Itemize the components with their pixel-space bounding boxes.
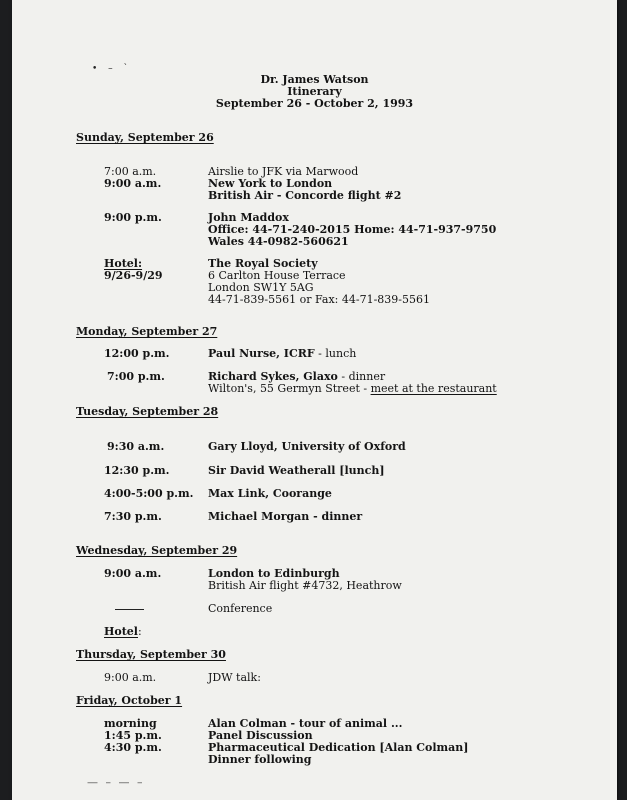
day-heading-monday: Monday, September 27: [76, 325, 218, 338]
entry-text: [208, 383, 497, 395]
day-heading-friday: Friday, October 1: [76, 694, 183, 707]
hotel-label-text: Hotel: [104, 625, 138, 638]
hotel-label: [104, 626, 142, 638]
document-page: [12, 0, 617, 800]
hotel-phone: 44-71-839-5561 or Fax: 44-71-839-5561: [208, 293, 430, 306]
cut-off-text-fragment: — – — –: [87, 776, 145, 789]
entry-text: John Maddox: [208, 211, 289, 224]
hotel-name: The Royal Society: [208, 257, 318, 270]
hotel-address: 6 Carlton House Terrace: [208, 269, 346, 282]
day-heading-thursday: Thursday, September 30: [76, 648, 226, 661]
entry-person: Richard Sykes, Glaxo: [208, 370, 338, 383]
entry-text: British Air - Concorde flight #2: [208, 189, 402, 202]
entry-time: 12:30 p.m.: [104, 464, 170, 477]
entry-text: [208, 348, 356, 360]
document-dates: September 26 - October 2, 1993: [215, 97, 414, 110]
entry-time: 7:00 a.m.: [104, 165, 157, 178]
entry-text: London to Edinburgh: [208, 567, 340, 580]
entry-text: JDW talk:: [208, 671, 261, 684]
entry-text: Michael Morgan - dinner: [208, 510, 363, 523]
entry-text: Max Link, Coorange: [208, 487, 332, 500]
entry-text: Alan Colman - tour of animal ...: [208, 717, 403, 730]
entry-time: 12:00 p.m.: [104, 347, 170, 360]
entry-text: New York to London: [208, 177, 333, 190]
entry-text: Conference: [208, 602, 273, 615]
entry-time: 7:00 p.m.: [107, 370, 165, 383]
entry-text: Gary Lloyd, University of Oxford: [208, 440, 406, 453]
entry-note: - dinner: [337, 370, 386, 383]
entry-text: Airslie to JFK via Marwood: [208, 165, 359, 178]
entry-time: 1:45 p.m.: [104, 729, 162, 742]
entry-time: 9:00 a.m.: [104, 177, 162, 190]
document-author: Dr. James Watson: [260, 73, 369, 86]
entry-text: Sir David Weatherall [lunch]: [208, 464, 385, 477]
entry-time: 7:30 p.m.: [104, 510, 162, 523]
entry-text: British Air flight #4732, Heathrow: [208, 579, 402, 592]
entry-time: 9:00 a.m.: [104, 567, 162, 580]
stray-marks: • – `: [92, 64, 133, 74]
entry-text: Office: 44-71-240-2015 Home: 44-71-937-9750: [208, 223, 497, 236]
hotel-dates: 9/26-9/29: [104, 269, 163, 282]
entry-instruction: meet at the restaurant: [370, 382, 497, 395]
entry-note: - lunch: [314, 347, 357, 360]
entry-text: Panel Discussion: [208, 729, 313, 742]
entry-time: 4:30 p.m.: [104, 741, 162, 754]
entry-time: 9:30 a.m.: [107, 440, 165, 453]
day-heading-tuesday: Tuesday, September 28: [76, 405, 219, 418]
entry-time: morning: [104, 717, 157, 730]
hotel-label-colon: :: [138, 625, 142, 638]
entry-text: Pharmaceutical Dedication [Alan Colman]: [208, 741, 469, 754]
day-heading-wednesday: Wednesday, September 29: [76, 544, 238, 557]
day-heading-sunday: Sunday, September 26: [76, 131, 214, 144]
hotel-label: Hotel:: [104, 257, 143, 270]
entry-time: 9:00 a.m.: [104, 671, 157, 684]
entry-person: Paul Nurse, ICRF: [208, 347, 315, 360]
entry-location: Wilton's, 55 Germyn Street -: [208, 382, 371, 395]
blank-time-line: [115, 609, 144, 610]
document-title: Itinerary: [287, 85, 342, 98]
entry-text: Dinner following: [208, 753, 312, 766]
entry-time: 9:00 p.m.: [104, 211, 162, 224]
entry-time: 4:00-5:00 p.m.: [104, 487, 194, 500]
hotel-address: London SW1Y 5AG: [208, 281, 314, 294]
entry-text: Wales 44-0982-560621: [208, 235, 349, 248]
